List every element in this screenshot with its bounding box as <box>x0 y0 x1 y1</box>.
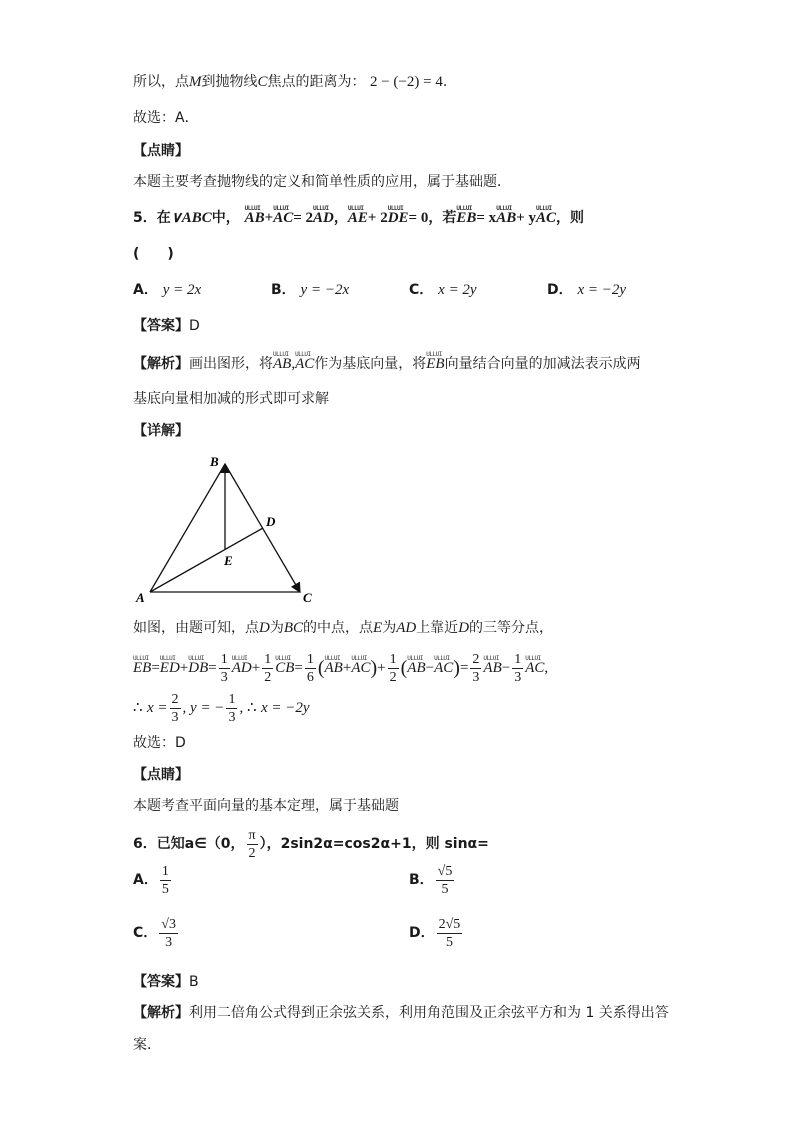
op: + <box>342 660 352 676</box>
text: 的三等分点， <box>469 620 554 636</box>
paren: ( <box>317 657 325 679</box>
option-a[interactable] <box>133 280 201 300</box>
text: 所以，点 <box>133 74 189 90</box>
q-number: 5．在 <box>133 210 171 226</box>
answer-value: D <box>189 318 200 334</box>
op: = <box>151 660 160 676</box>
vector: ULLUI AC <box>525 650 544 686</box>
op: − <box>425 660 435 676</box>
vector: ULLUI EB <box>426 354 444 374</box>
op: + <box>251 660 261 676</box>
op: = <box>294 660 303 676</box>
denominator: 3 <box>514 669 522 685</box>
vector: ULLUI AB <box>273 354 291 374</box>
analysis-tag: 【解析】 <box>133 1005 189 1021</box>
op: = 2 <box>293 210 314 226</box>
fraction <box>226 691 237 726</box>
fraction <box>159 916 178 951</box>
denominator: 2 <box>248 845 256 861</box>
op: + <box>377 660 386 676</box>
fraction <box>219 651 230 686</box>
therefore: ∴ <box>133 700 143 716</box>
var: AD <box>396 620 417 636</box>
vector: ULLUI AB <box>407 650 425 686</box>
section-tag: 【点睛】 <box>133 767 189 783</box>
text: 画出图形，将 <box>189 356 273 372</box>
vector: ULLUI CB <box>275 650 294 686</box>
text-line <box>133 72 447 92</box>
numerator: 1 <box>514 651 522 667</box>
answer-value: B <box>189 974 199 990</box>
vector: ULLUI ED <box>160 650 180 686</box>
numerator: √5 <box>437 863 453 879</box>
vector: ULLUI EB <box>456 208 476 228</box>
segment-ad <box>150 528 263 592</box>
text: 利用二倍角公式得到正余弦关系，利用角范围及正余弦平方和为 1 关系得出答 <box>189 1005 669 1021</box>
fraction <box>170 691 181 726</box>
fraction <box>436 863 455 898</box>
side-ab <box>150 464 225 592</box>
result-line <box>133 690 310 726</box>
option-c[interactable] <box>133 915 180 951</box>
option-label: D． <box>547 282 573 298</box>
comment-text: 本题主要考查抛物线的定义和简单性质的应用，属于基础题． <box>133 174 511 190</box>
var: E <box>373 620 383 636</box>
text: ），2sin2α=cos2α+1，则 sinα= <box>259 836 489 852</box>
text: 到抛物线 <box>201 74 258 90</box>
vector: ULLUI AD <box>232 650 252 686</box>
vector: ULLUI AB <box>496 208 516 228</box>
fraction <box>262 651 273 686</box>
denominator: 3 <box>472 669 480 685</box>
var: BC <box>283 620 304 636</box>
triangle: ∨ABC <box>170 210 212 226</box>
answer-tag: 【答案】 <box>133 974 189 990</box>
vector: ULLUI EB <box>133 650 151 686</box>
label-D: D <box>266 514 276 529</box>
option-d[interactable] <box>409 915 464 951</box>
analysis-line-2: 基底向量相加减的形式即可求解 <box>133 391 329 407</box>
detail-line-1 <box>133 618 553 638</box>
option-expr: x = −2y <box>577 282 627 298</box>
expr: x = <box>147 700 168 716</box>
text: ，若 <box>428 210 457 226</box>
answer-line <box>133 316 200 336</box>
text: 如图，由题可知，点 <box>133 620 259 636</box>
op: + 2 <box>367 210 388 226</box>
option-c[interactable] <box>409 280 477 300</box>
option-label: C． <box>133 925 158 941</box>
vector: ULLUI DB <box>188 650 208 686</box>
answer-tag: 【答案】 <box>133 318 189 334</box>
vector: ULLUI AE <box>348 208 368 228</box>
therefore: , ∴ <box>239 700 257 716</box>
numerator: 1 <box>228 691 236 707</box>
vector: ULLUI DE <box>388 208 409 228</box>
numerator: √3 <box>161 916 176 932</box>
numerator: 1 <box>306 651 314 667</box>
fraction <box>470 651 481 686</box>
op: , <box>291 356 296 372</box>
option-label: A． <box>133 872 158 888</box>
question-6 <box>133 826 489 862</box>
numerator: 2 <box>472 651 480 667</box>
option-label: D． <box>409 925 435 941</box>
analysis-line-2: 案． <box>133 1037 161 1053</box>
analysis-line <box>133 354 641 374</box>
numerator: 2√5 <box>438 916 461 932</box>
answer-select: 故选：D <box>133 735 186 751</box>
op: − <box>501 660 511 676</box>
fraction <box>160 863 171 898</box>
question-5 <box>133 208 584 228</box>
text: . <box>442 74 448 90</box>
text: 为 <box>382 620 397 636</box>
fraction <box>388 651 399 686</box>
vector: ULLUI AB <box>245 208 265 228</box>
var: D <box>259 620 270 636</box>
text: 的中点，点 <box>303 620 374 636</box>
vector: ULLUI AD <box>313 208 334 228</box>
op: = 0 <box>408 210 429 226</box>
option-label: C． <box>409 282 434 298</box>
op: = <box>208 660 217 676</box>
fraction <box>437 916 463 951</box>
option-b[interactable] <box>271 280 349 300</box>
text: 为 <box>269 620 284 636</box>
denominator: 5 <box>161 881 169 897</box>
vector: ULLUI AB <box>483 650 501 686</box>
denominator: 3 <box>220 669 228 685</box>
op: = <box>459 660 469 676</box>
op: + <box>179 660 189 676</box>
numerator: 2 <box>171 691 179 707</box>
numerator: 1 <box>389 651 397 667</box>
var: D <box>458 620 470 636</box>
question-paren: ( ) <box>133 246 174 262</box>
option-a[interactable] <box>133 862 173 898</box>
numerator: 1 <box>264 651 272 667</box>
numerator: π <box>248 827 256 843</box>
q-number: 6．已知 <box>133 836 185 852</box>
text: 作为基底向量，将 <box>314 356 427 372</box>
triangle-figure <box>128 450 328 610</box>
comment-text: 本题考查平面向量的基本定理，属于基础题 <box>133 798 399 814</box>
text: 焦点的距离为： <box>267 74 366 90</box>
answer-line <box>133 972 199 992</box>
text: ，则 <box>556 210 585 226</box>
op: + <box>264 210 274 226</box>
option-label: B． <box>409 872 434 888</box>
vector: ULLUI AC <box>273 208 293 228</box>
option-label: A． <box>133 282 158 298</box>
paren: ) <box>453 657 460 679</box>
fraction <box>247 827 258 862</box>
vector: ULLUI AC <box>295 354 314 374</box>
var-M: M <box>189 74 202 90</box>
expr: , y = − <box>182 700 225 716</box>
numerator: 1 <box>220 651 228 667</box>
text: 中， <box>211 210 240 226</box>
analysis-tag: 【解析】 <box>133 356 189 372</box>
denominator: 5 <box>441 881 449 897</box>
vector: ULLUI AC <box>351 650 370 686</box>
vector-equation <box>133 650 548 686</box>
label-A: A <box>136 590 145 605</box>
vector: ULLUI AC <box>536 208 556 228</box>
denominator: 2 <box>389 669 397 685</box>
analysis-line <box>133 1003 669 1023</box>
option-expr: y = −2x <box>300 282 350 298</box>
text: ， <box>333 210 348 226</box>
op: + y <box>516 210 537 226</box>
denominator: 5 <box>445 934 453 950</box>
detail-tag: 【详解】 <box>133 423 189 439</box>
denominator: 3 <box>165 934 173 950</box>
option-label: B． <box>271 282 296 298</box>
denominator: 3 <box>171 709 179 725</box>
answer-select: 故选：A． <box>133 110 199 126</box>
vector: ULLUI AC <box>434 650 453 686</box>
op: = x <box>476 210 497 226</box>
denominator: 3 <box>228 709 236 725</box>
fraction <box>305 651 316 686</box>
expr: x = −2y <box>260 700 310 716</box>
option-expr: x = 2y <box>438 282 477 298</box>
option-b[interactable] <box>409 862 456 898</box>
section-tag: 【点睛】 <box>133 143 189 159</box>
text: 向量结合向量的加减法表示成两 <box>444 356 641 372</box>
paren: ) <box>370 657 378 679</box>
label-E: E <box>224 553 233 568</box>
denominator: 6 <box>306 669 314 685</box>
op: , <box>544 660 549 676</box>
var-C: C <box>257 74 268 90</box>
option-expr: y = 2x <box>162 282 202 298</box>
paren: ( <box>400 657 408 679</box>
denominator: 2 <box>264 669 272 685</box>
label-B: B <box>210 454 219 469</box>
text: a∈（0， <box>184 836 245 852</box>
numerator: 1 <box>161 863 169 879</box>
label-C: C <box>303 590 312 605</box>
fraction <box>512 651 523 686</box>
text: 上靠近 <box>416 620 459 636</box>
distance-expr: 2 − (−2) = 4 <box>369 74 443 90</box>
option-d[interactable] <box>547 280 626 300</box>
vector: ULLUI AB <box>325 650 343 686</box>
